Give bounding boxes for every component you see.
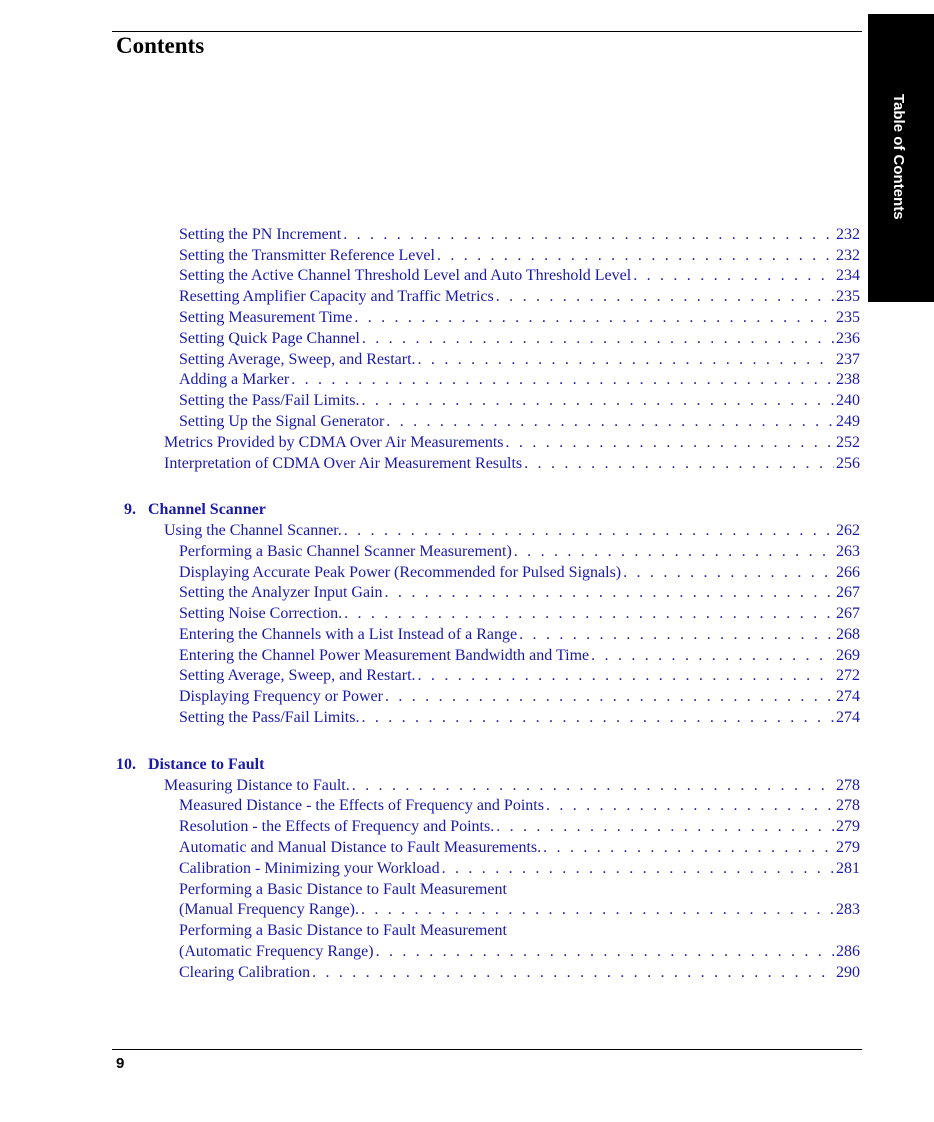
toc-entry-title: Interpretation of CDMA Over Air Measurement Results xyxy=(164,455,523,472)
toc-entry-title: Setting Quick Page Channel xyxy=(179,330,360,347)
toc-entry[interactable] xyxy=(179,411,860,432)
toc-entry-page: 240 xyxy=(836,392,860,409)
leader-dots xyxy=(352,775,834,796)
toc-entry-page: 249 xyxy=(836,413,860,430)
toc-entry[interactable] xyxy=(179,645,860,666)
toc-entry[interactable] xyxy=(164,432,860,453)
toc-entry[interactable] xyxy=(179,707,860,728)
toc-entry[interactable] xyxy=(179,582,860,603)
toc-entry-page: 267 xyxy=(836,584,860,601)
toc-entry-page: 278 xyxy=(836,777,860,794)
toc-entry[interactable] xyxy=(164,775,860,796)
chapter-heading-9[interactable] xyxy=(124,499,266,520)
toc-entry-title: Setting Up the Signal Generator xyxy=(179,413,385,430)
leader-dots xyxy=(344,520,834,541)
toc-entry-title: Setting Measurement Time xyxy=(179,309,353,326)
toc-entry-page: 252 xyxy=(836,434,860,451)
page-number: 9 xyxy=(116,1055,125,1072)
toc-entry-page: 286 xyxy=(836,943,860,960)
toc-entry-title: Setting Average, Sweep, and Restart. xyxy=(179,351,416,368)
leader-dots xyxy=(633,265,834,286)
toc-entry-title: Metrics Provided by CDMA Over Air Measurements xyxy=(164,434,504,451)
toc-entry-page: 266 xyxy=(836,564,860,581)
toc-entry-title: Entering the Channel Power Measurement Bandwidth and Time xyxy=(179,647,590,664)
toc-entry-line[interactable]: Performing a Basic Distance to Fault Measurement xyxy=(179,881,507,898)
toc-entry-title: Setting the Analyzer Input Gain xyxy=(179,584,383,601)
toc-entry-title: Performing a Basic Channel Scanner Measurement) xyxy=(179,543,512,560)
leader-dots xyxy=(524,453,834,474)
toc-entry[interactable] xyxy=(179,941,860,962)
toc-entry-title: Calibration - Minimizing your Workload xyxy=(179,860,440,877)
toc-entry[interactable] xyxy=(179,307,860,328)
toc-entry[interactable] xyxy=(179,837,860,858)
leader-dots xyxy=(362,328,834,349)
leader-dots xyxy=(543,837,834,858)
toc-entry[interactable] xyxy=(179,686,860,707)
leader-dots xyxy=(376,941,834,962)
leader-dots xyxy=(496,286,834,307)
side-tab-label: Table of Contents xyxy=(890,94,907,220)
toc-entry-page: 234 xyxy=(836,267,860,284)
leader-dots xyxy=(361,390,834,411)
toc-entry-page: 274 xyxy=(836,688,860,705)
leader-dots xyxy=(442,858,834,879)
toc-entry[interactable] xyxy=(179,369,860,390)
toc-entry-page: 272 xyxy=(836,667,860,684)
toc-entry-title: Setting Noise Correction. xyxy=(179,605,343,622)
toc-entry-page: 283 xyxy=(836,901,860,918)
toc-entry-title: (Automatic Frequency Range) xyxy=(179,943,374,960)
toc-entry[interactable] xyxy=(179,899,860,920)
toc-entry-title: Displaying Frequency or Power xyxy=(179,688,383,705)
chapter-title: Distance to Fault xyxy=(148,756,265,773)
toc-entry-page: 237 xyxy=(836,351,860,368)
toc-entry-page: 290 xyxy=(836,964,860,981)
toc-entry-title: Setting the Transmitter Reference Level xyxy=(179,247,435,264)
leader-dots xyxy=(385,686,834,707)
toc-entry[interactable] xyxy=(179,962,860,983)
toc-entry-title: Resetting Amplifier Capacity and Traffic Metrics xyxy=(179,288,494,305)
leader-dots xyxy=(354,307,834,328)
toc-entry-title: Clearing Calibration xyxy=(179,964,311,981)
leader-dots xyxy=(361,707,834,728)
toc-entry-title: Resolution - the Effects of Frequency and Points. xyxy=(179,818,495,835)
toc-entry-title: Setting the Active Channel Threshold Level and Auto Threshold Level xyxy=(179,267,632,284)
toc-entry[interactable] xyxy=(179,795,860,816)
toc-entry[interactable] xyxy=(179,624,860,645)
top-rule xyxy=(112,31,862,32)
leader-dots xyxy=(418,665,834,686)
toc-entry-title: Displaying Accurate Peak Power (Recommended for Pulsed Signals) xyxy=(179,564,622,581)
leader-dots xyxy=(546,795,834,816)
toc-entry-page: 235 xyxy=(836,288,860,305)
toc-entry[interactable] xyxy=(179,349,860,370)
toc-entry-page: 278 xyxy=(836,797,860,814)
bottom-rule xyxy=(112,1049,862,1050)
leader-dots xyxy=(591,645,834,666)
toc-entry-page: 235 xyxy=(836,309,860,326)
leader-dots xyxy=(386,411,834,432)
chapter-title: Channel Scanner xyxy=(148,501,266,518)
toc-entry-title: Setting Average, Sweep, and Restart. xyxy=(179,667,416,684)
leader-dots xyxy=(418,349,834,370)
toc-entry-page: 232 xyxy=(836,247,860,264)
leader-dots xyxy=(506,432,834,453)
toc-entry-title: Entering the Channels with a List Instead of a Range xyxy=(179,626,518,643)
toc-entry-title: (Manual Frequency Range). xyxy=(179,901,359,918)
toc-entry[interactable] xyxy=(179,816,860,837)
leader-dots xyxy=(343,224,834,245)
toc-entry-title: Adding a Marker xyxy=(179,371,290,388)
toc-entry-page: 232 xyxy=(836,226,860,243)
leader-dots xyxy=(291,369,834,390)
toc-entry-line[interactable]: Performing a Basic Distance to Fault Measurement xyxy=(179,922,507,939)
toc-entry-title: Setting the Pass/Fail Limits. xyxy=(179,709,360,726)
toc-entry[interactable] xyxy=(179,286,860,307)
leader-dots xyxy=(385,582,834,603)
toc-entry[interactable] xyxy=(179,245,860,266)
page-title: Contents xyxy=(116,33,205,58)
toc-entry-page: 279 xyxy=(836,818,860,835)
toc-entry-page: 256 xyxy=(836,455,860,472)
toc-entry[interactable] xyxy=(179,665,860,686)
toc-entry-page: 279 xyxy=(836,839,860,856)
toc-entry[interactable] xyxy=(179,541,860,562)
leader-dots xyxy=(519,624,834,645)
toc-entry-page: 269 xyxy=(836,647,860,664)
chapter-number: 9. xyxy=(124,501,136,518)
toc-entry[interactable] xyxy=(179,390,860,411)
toc-entry[interactable] xyxy=(179,265,860,286)
toc-entry-page: 268 xyxy=(836,626,860,643)
toc-entry[interactable] xyxy=(164,453,860,474)
toc-entry-page: 281 xyxy=(836,860,860,877)
toc-entry[interactable] xyxy=(179,328,860,349)
toc-entry-page: 274 xyxy=(836,709,860,726)
leader-dots xyxy=(496,816,834,837)
toc-entry-title: Using the Channel Scanner. xyxy=(164,522,342,539)
toc-entry-page: 267 xyxy=(836,605,860,622)
leader-dots xyxy=(361,899,834,920)
toc-entry-page: 262 xyxy=(836,522,860,539)
leader-dots xyxy=(344,603,834,624)
toc-entry[interactable] xyxy=(179,858,860,879)
chapter-number: 10. xyxy=(116,756,136,773)
toc-entry[interactable] xyxy=(179,562,860,583)
toc-entry-title: Measured Distance - the Effects of Frequency and Points xyxy=(179,797,544,814)
chapter-heading-10[interactable] xyxy=(116,754,265,775)
leader-dots xyxy=(312,962,834,983)
toc-entry-page: 263 xyxy=(836,543,860,560)
toc-entry[interactable] xyxy=(164,520,860,541)
leader-dots xyxy=(623,562,834,583)
toc-entry-title: Setting the PN Increment xyxy=(179,226,342,243)
side-tab xyxy=(868,14,934,302)
toc-entry-page: 238 xyxy=(836,371,860,388)
toc-entry-title: Measuring Distance to Fault. xyxy=(164,777,350,794)
toc-entry[interactable] xyxy=(179,224,860,245)
leader-dots xyxy=(514,541,834,562)
toc-entry-page: 236 xyxy=(836,330,860,347)
toc-entry[interactable] xyxy=(179,603,860,624)
toc-entry-title: Automatic and Manual Distance to Fault Measurements. xyxy=(179,839,542,856)
leader-dots xyxy=(437,245,834,266)
toc-entry-title: Setting the Pass/Fail Limits. xyxy=(179,392,360,409)
